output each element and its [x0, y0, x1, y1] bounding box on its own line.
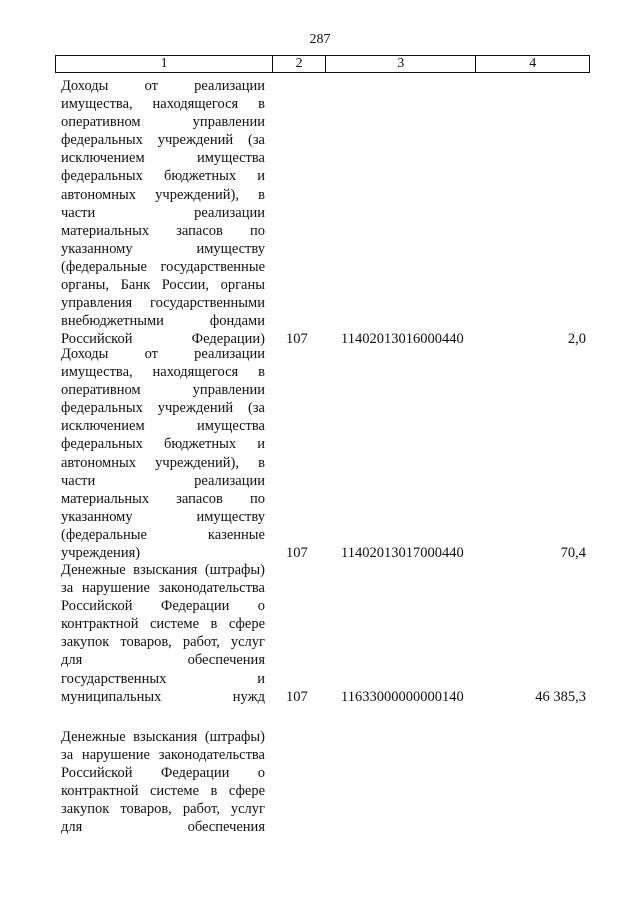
description-line: материальных запасов по — [61, 490, 265, 507]
description-line: (федеральные казенные — [61, 526, 265, 543]
description-line: для обеспечения — [61, 652, 265, 669]
description-line: автономных учреждений), в — [61, 454, 265, 471]
row-kbk: 11633000000000140 — [341, 688, 464, 705]
table-header — [55, 55, 590, 73]
description-line: государственных и — [61, 670, 265, 687]
header-col-4: 4 — [529, 56, 537, 71]
row-kbk: 11402013017000440 — [341, 545, 464, 562]
row-code: 107 — [286, 688, 308, 705]
row-description — [61, 345, 265, 562]
description-line: федеральных бюджетных и — [61, 168, 265, 185]
description-line: контрактной системе в сфере — [61, 783, 265, 800]
description-line: Доходы от реализации — [61, 78, 265, 94]
description-line: муниципальных нужд — [61, 688, 265, 705]
description-line: федеральных учреждений (за — [61, 400, 265, 417]
description-line: за нарушение законодательства — [61, 580, 265, 597]
description-line: федеральных учреждений (за — [61, 132, 265, 149]
description-line: имущества, находящегося в — [61, 364, 265, 381]
row-kbk: 11402013016000440 — [341, 331, 464, 348]
description-line: Денежные взыскания (штрафы) — [61, 562, 265, 578]
page-number: 287 — [309, 32, 331, 47]
description-line: оперативном управлении — [61, 382, 265, 399]
description-line: Российской Федерации о — [61, 598, 265, 615]
description-line: материальных запасов по — [61, 222, 265, 239]
description-line: Денежные взыскания (штрафы) — [61, 729, 265, 745]
header-col-3: 3 — [326, 56, 476, 72]
description-line: исключением имущества — [61, 150, 265, 167]
row-sum: 46 385,3 — [535, 688, 586, 705]
row-description — [61, 728, 265, 837]
row-sum: 2,0 — [567, 331, 586, 348]
description-line: внебюджетными фондами — [61, 313, 265, 330]
description-line: указанному имуществу — [61, 508, 265, 525]
description-line: автономных учреждений), в — [61, 186, 265, 203]
description-line: управления государственными — [61, 295, 265, 312]
row-sum: 70,4 — [560, 545, 586, 562]
description-line: исключением имущества — [61, 418, 265, 435]
row-description — [61, 561, 265, 706]
description-line: органы, Банк России, органы — [61, 277, 265, 294]
table-row — [61, 77, 586, 348]
description-line: Российской Федерации о — [61, 765, 265, 782]
description-line: федеральных бюджетных и — [61, 436, 265, 453]
description-line: имущества, находящегося в — [61, 96, 265, 113]
table-row — [61, 728, 586, 837]
row-code: 107 — [286, 331, 308, 348]
table-row — [61, 345, 586, 562]
description-line: Доходы от реализации — [61, 346, 265, 362]
description-line: контрактной системе в сфере — [61, 616, 265, 633]
description-line: закупок товаров, работ, услуг — [61, 634, 265, 651]
description-line: Российской Федерации) — [61, 331, 265, 348]
description-line: оперативном управлении — [61, 114, 265, 131]
row-description — [61, 77, 265, 348]
description-line: закупок товаров, работ, услуг — [61, 801, 265, 818]
header-col-1: 1 — [56, 56, 273, 72]
description-line: учреждения) — [61, 545, 141, 562]
description-line: (федеральные государственные — [61, 258, 265, 275]
description-line: за нарушение законодательства — [61, 747, 265, 764]
description-line: для обеспечения — [61, 819, 265, 836]
description-line: части реализации — [61, 204, 265, 221]
description-line: части реализации — [61, 472, 265, 489]
row-code: 107 — [286, 545, 308, 562]
header-col-2: 2 — [273, 56, 326, 72]
description-line: указанному имуществу — [61, 240, 265, 257]
table-row — [61, 561, 586, 706]
